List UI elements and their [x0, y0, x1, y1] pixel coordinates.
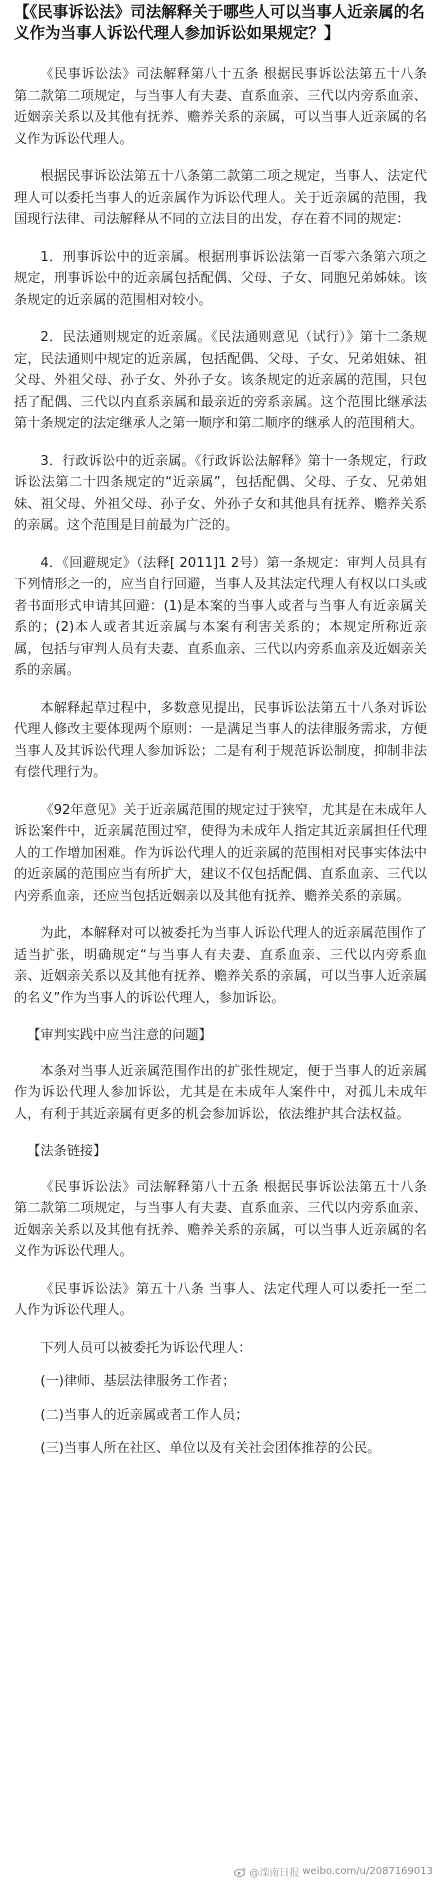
watermark-url: weibo.com/u/2087169013	[302, 1866, 433, 1877]
section-heading-links: 【法条链接】	[27, 1144, 107, 1159]
weibo-logo-icon	[234, 1867, 246, 1877]
paragraph: 《92年意见》关于近亲属范围的规定过于狭窄，尤其是在未成年人诉讼案件中，近亲属范围过窄，使得为未成年人指定其近亲属担任代理人的工作增加困难。作为诉讼代理人的近亲属的范围相对民事实体法中的近亲属的范围应当有所扩大，建议不仅包括配偶、直系血亲、三代以内旁系血亲，还应当包括近姻亲以及其他有抚养、赡养关系的亲属。	[14, 802, 427, 904]
watermark-handle: @滦南日报	[249, 1868, 300, 1879]
watermark	[234, 1864, 433, 1879]
list-item: (三)当事人所在社区、单位以及有关社会团体推荐的公民。	[40, 1441, 381, 1456]
section-heading-practice: 【审判实践中应当注意的问题】	[27, 1028, 212, 1043]
paragraph: 本解释起草过程中，多数意见提出，民事诉讼法第五十八条对诉讼代理人修改主要体现两个原则：一是满足当事人的法律服务需求，方便当事人及其诉讼代理人参加诉讼；二是有利于规范诉讼制度，抑制非法有偿代理行为。	[14, 700, 427, 780]
paragraph: 4．《回避规定》（法释[ 2011]1 2号）第一条规定：审判人员具有下列情形之一的，应当自行回避，当事人及其法定代理人有权以口头或者书面形式申请其回避：(1)是本案的当事人或者与当事人有近亲属关系的；(2)本人或者其近亲属与本案有利害关系的；本规定所称近亲属，包括与审判人员有夫妻、直系血亲、三代以内旁系血亲及近姻亲关系的亲属。	[14, 555, 427, 678]
paragraph: 《民事诉讼法》第五十八条 当事人、法定代理人可以委托一至二人作为诉讼代理人。	[14, 1281, 427, 1318]
paragraph: 3．行政诉讼中的近亲属。《行政诉讼法解释》第十一条规定，行政诉讼法第二十四条规定的“近亲属”，包括配偶、父母、子女、兄弟姐妹、祖父母、外祖父母、孙子女、外孙子女和其他具有抚养、赡养关系的亲属。这个范围是目前最为广泛的。	[14, 453, 427, 533]
paragraph: 为此，本解释对可以被委托为当事人诉讼代理人的近亲属范围作了适当扩张，明确规定“与当事人有夫妻、直系血亲、三代以内旁系血亲、近姻亲关系以及其他有抚养、赡养关系的亲属，可以当事人近亲属的名义”作为当事人的诉讼代理人，参加诉讼。	[14, 926, 427, 1006]
article-title: 【《民事诉讼法》司法解释关于哪些人可以当事人近亲属的名义作为当事人诉讼代理人参加诉讼如果规定？】	[14, 3, 425, 42]
list-item: (二)当事人的近亲属或者工作人员；	[40, 1407, 249, 1423]
paragraph: 《民事诉讼法》司法解释第八十五条 根据民事诉讼法第五十八条第二款第二项规定，与当事人有夫妻、直系血亲、三代以内旁系血亲、近姻亲关系以及其他有抚养、赡养关系的亲属，可以当事人近亲属的名义作为诉讼代理人。	[14, 67, 427, 147]
paragraph: 2．民法通则规定的近亲属。《民法通则意见（试行）》第十二条规定，民法通则中规定的近亲属，包括配偶、父母、子女、兄弟姐妹、祖父母、外祖父母、孙子女、外孙子女。该条规定的近亲属的范围，只包括了配偶、三代以内直系亲属和最亲近的旁系亲属。这个范围比继承法第十条规定的法定继承人之第一顺序和第二顺序的继承人的范围稍大。	[14, 330, 427, 431]
list-item: (一)律师、基层法律服务工作者；	[40, 1374, 236, 1389]
paragraph: 根据民事诉讼法第五十八条第二款第二项之规定，当事人、法定代理人可以委托当事人的近亲属作为诉讼代理人。关于近亲属的范围，我国现行法律、司法解释从不同的立法目的出发，存在着不同的规定：	[14, 169, 427, 227]
paragraph: 《民事诉讼法》司法解释第八十五条 根据民事诉讼法第五十八条第二款第二项规定，与当事人有夫妻、直系血亲、三代以内旁系血亲、近姻亲关系以及其他有抚养、赡养关系的亲属，可以当事人近亲属的名义作为诉讼代理人。	[14, 1179, 427, 1259]
paragraph: 1．刑事诉讼中的近亲属。根据刑事诉讼法第一百零六条第六项之规定，刑事诉讼中的近亲属包括配偶、父母、子女、同胞兄弟姊妹。该条规定的近亲属的范围相对较小。	[14, 249, 427, 308]
paragraph: 本条对当事人近亲属范围作出的扩张性规定，便于当事人的近亲属作为诉讼代理人参加诉讼，尤其是在未成年人案件中，对孤儿未成年人，有利于其近亲属有更多的机会参加诉讼，依法维护其合法权益。	[14, 1063, 427, 1122]
paragraph: 下列人员可以被委托为诉讼代理人：	[40, 1340, 252, 1356]
